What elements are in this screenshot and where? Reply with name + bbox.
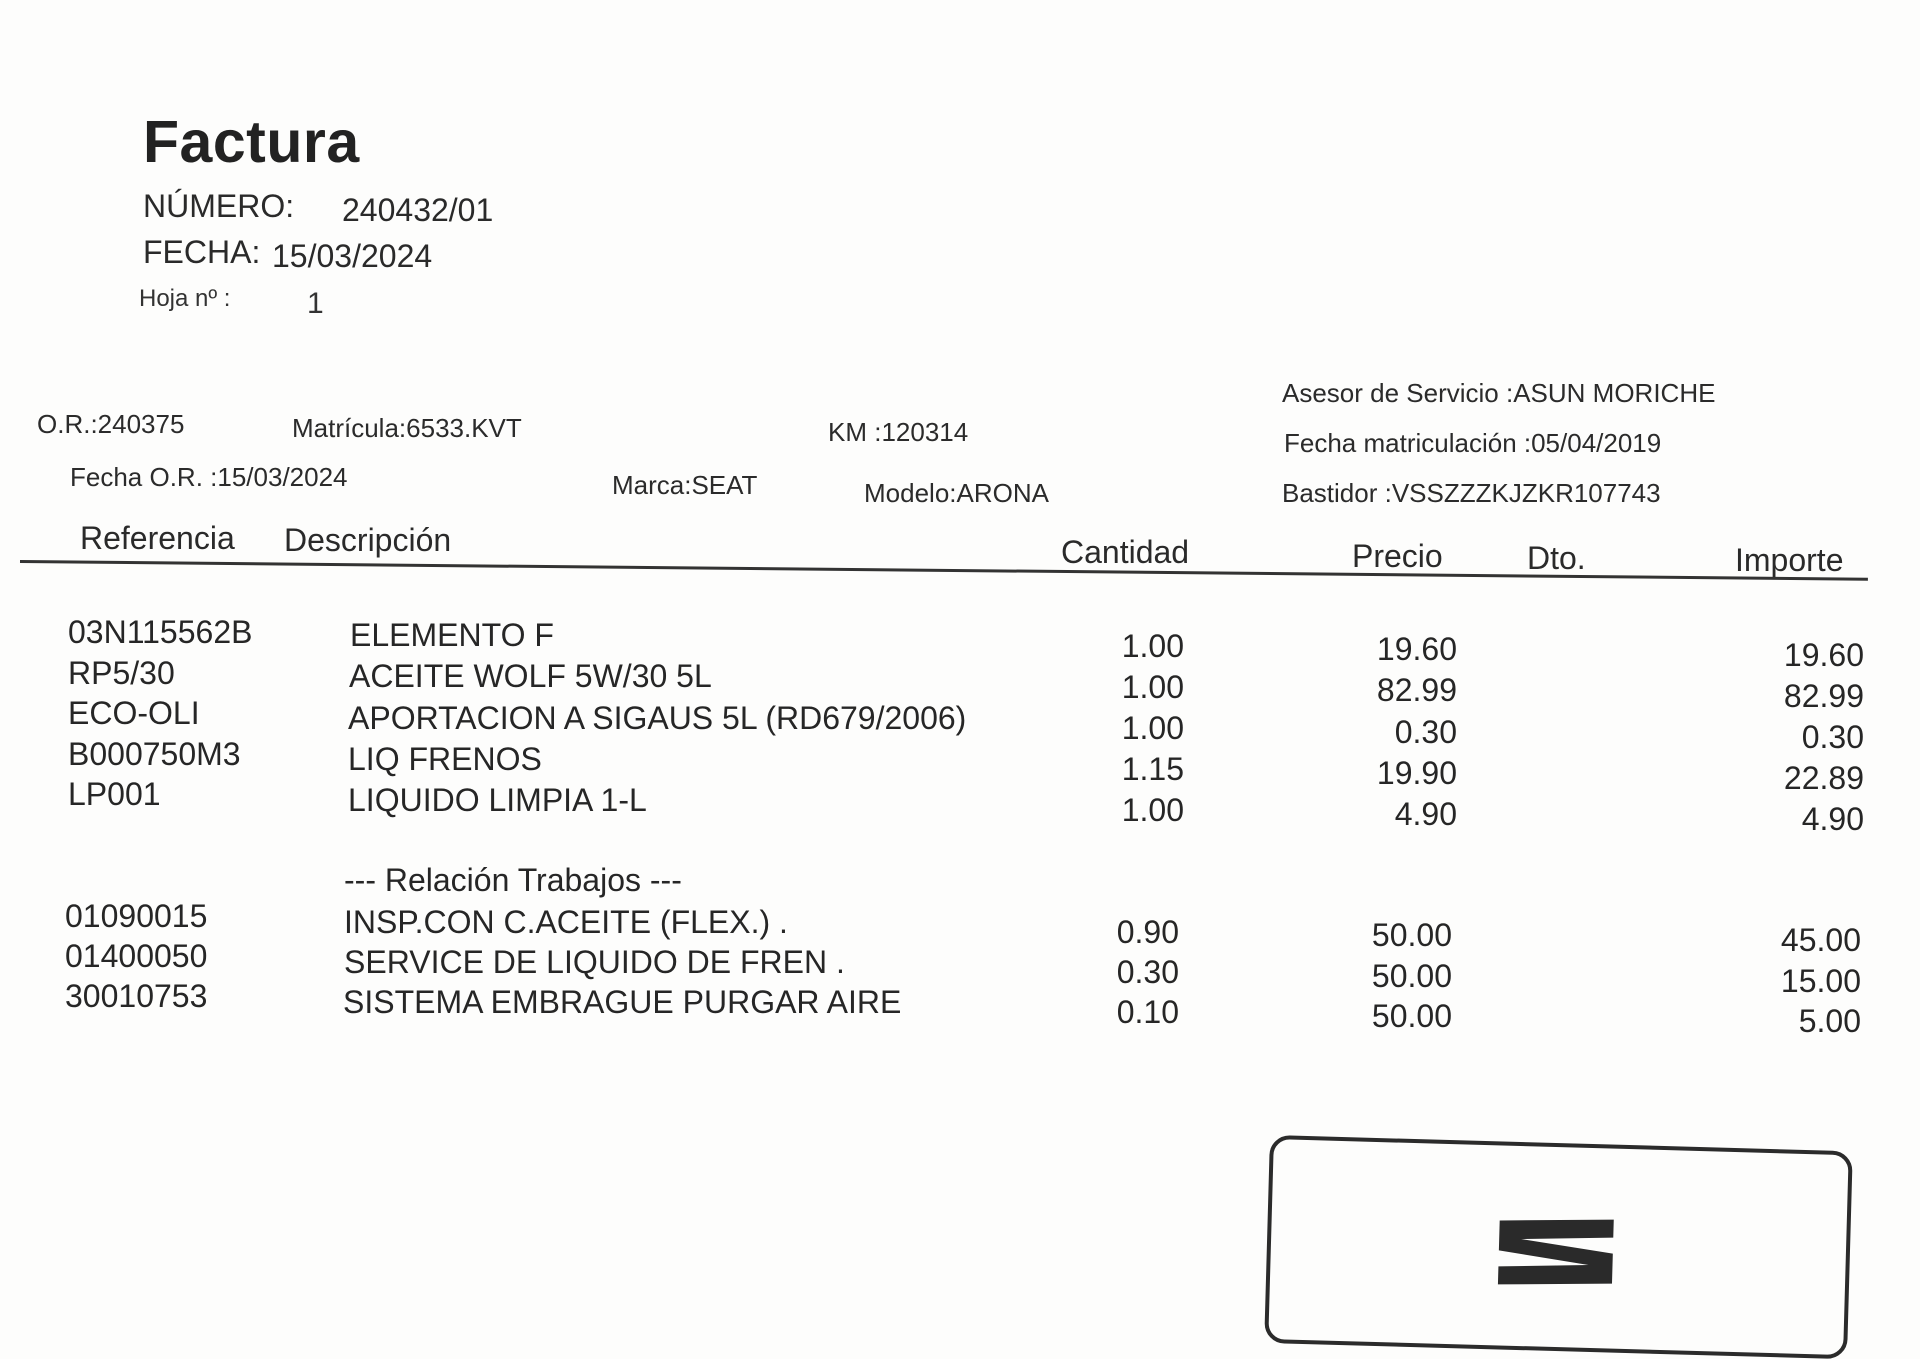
seat-logo-icon — [1490, 1210, 1622, 1294]
labour-precio: 50.00 — [1371, 958, 1452, 994]
labour-importe: 45.00 — [1780, 922, 1861, 958]
part-precio: 4.90 — [1394, 796, 1457, 832]
part-ref: ECO-OLI — [68, 695, 200, 731]
labour-cantidad: 0.30 — [1116, 954, 1179, 990]
labour-precio: 50.00 — [1371, 998, 1452, 1034]
or-number: O.R.:240375 — [37, 409, 185, 439]
labour-cantidad: 0.90 — [1116, 914, 1179, 950]
labour-cantidad: 0.10 — [1116, 994, 1179, 1030]
modelo: Modelo:ARONA — [864, 478, 1049, 508]
dealer-stamp — [1264, 1135, 1853, 1359]
part-ref: RP5/30 — [68, 655, 175, 691]
col-dto: Dto. — [1527, 540, 1586, 576]
col-precio: Precio — [1352, 538, 1443, 574]
matricula: Matrícula:6533.KVT — [292, 413, 522, 443]
part-precio: 0.30 — [1394, 714, 1457, 750]
part-importe: 82.99 — [1783, 678, 1864, 714]
labour-importe: 5.00 — [1798, 1003, 1861, 1039]
fecha-matriculacion: Fecha matriculación :05/04/2019 — [1284, 428, 1662, 458]
fecha-label: FECHA: — [143, 234, 261, 270]
fecha-value: 15/03/2024 — [272, 238, 433, 274]
labour-ref: 01090015 — [65, 898, 208, 934]
km: KM :120314 — [828, 417, 969, 447]
part-precio: 19.90 — [1376, 755, 1457, 791]
asesor: Asesor de Servicio :ASUN MORICHE — [1282, 378, 1716, 408]
hoja-label: Hoja nº : — [139, 285, 231, 312]
part-precio: 82.99 — [1376, 672, 1457, 708]
col-descripcion: Descripción — [284, 522, 452, 558]
part-ref: 03N115562B — [68, 614, 253, 650]
bastidor: Bastidor :VSSZZZKJZKR107743 — [1282, 478, 1661, 508]
labour-ref: 30010753 — [65, 978, 208, 1014]
part-cantidad: 1.15 — [1121, 751, 1184, 787]
labour-desc: SISTEMA EMBRAGUE PURGAR AIRE — [343, 984, 902, 1020]
col-referencia: Referencia — [80, 520, 235, 556]
labour-desc: SERVICE DE LIQUIDO DE FREN . — [344, 944, 845, 980]
col-importe: Importe — [1735, 542, 1844, 578]
section-relacion-trabajos: --- Relación Trabajos --- — [344, 862, 682, 898]
header-divider — [20, 560, 1868, 581]
part-precio: 19.60 — [1376, 631, 1457, 667]
part-importe: 19.60 — [1783, 637, 1864, 673]
labour-precio: 50.00 — [1371, 917, 1452, 953]
part-ref: LP001 — [68, 776, 161, 812]
marca: Marca:SEAT — [612, 470, 758, 500]
part-desc: ACEITE WOLF 5W/30 5L — [349, 658, 712, 694]
part-desc: LIQ FRENOS — [348, 741, 542, 777]
hoja-value: 1 — [307, 287, 324, 320]
numero-value: 240432/01 — [342, 192, 494, 228]
part-cantidad: 1.00 — [1121, 669, 1184, 705]
part-cantidad: 1.00 — [1121, 628, 1184, 664]
labour-desc: INSP.CON C.ACEITE (FLEX.) . — [344, 904, 788, 940]
part-ref: B000750M3 — [68, 736, 241, 772]
part-desc: ELEMENTO F — [350, 617, 554, 653]
numero-label: NÚMERO: — [143, 188, 295, 224]
part-importe: 0.30 — [1801, 719, 1864, 755]
part-importe: 22.89 — [1783, 760, 1864, 796]
col-cantidad: Cantidad — [1061, 534, 1190, 570]
labour-ref: 01400050 — [65, 938, 208, 974]
labour-importe: 15.00 — [1780, 963, 1861, 999]
part-cantidad: 1.00 — [1121, 792, 1184, 828]
fecha-or: Fecha O.R. :15/03/2024 — [70, 462, 348, 492]
part-desc: LIQUIDO LIMPIA 1-L — [348, 782, 647, 818]
part-desc: APORTACION A SIGAUS 5L (RD679/2006) — [348, 700, 967, 736]
invoice-title: Factura — [143, 109, 360, 175]
part-cantidad: 1.00 — [1121, 710, 1184, 746]
part-importe: 4.90 — [1801, 801, 1864, 837]
